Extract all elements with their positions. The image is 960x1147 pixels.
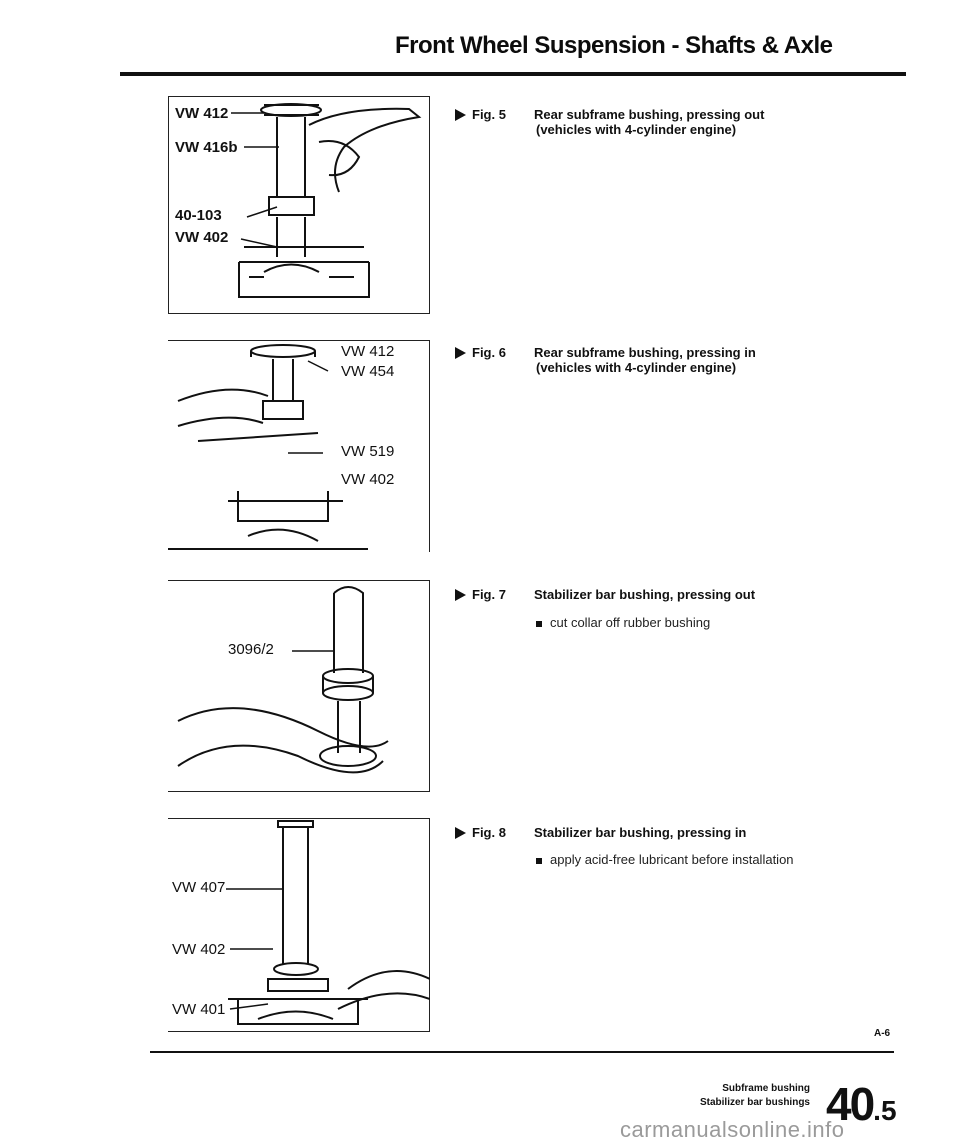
footer-rule [150, 1051, 894, 1053]
fig8-illustration [168, 818, 430, 1032]
footer-subject: Stabilizer bar bushings [699, 1097, 810, 1108]
fig7-caption [455, 586, 755, 604]
tool-label: VW 416b [175, 139, 238, 156]
page-header-title: Front Wheel Suspension - Shafts & Axle [395, 32, 833, 59]
figure-number: Fig. 8 [472, 825, 506, 840]
tool-label: VW 402 [172, 941, 226, 958]
fig7-illustration [168, 580, 430, 792]
pointer-arrow-icon [455, 589, 466, 601]
fig5-illustration [168, 96, 430, 314]
page-number-suffix: .5 [873, 1095, 897, 1126]
tool-label: VW 412 [341, 343, 395, 360]
fig5-caption [455, 106, 765, 137]
note-text: apply acid-free lubricant before installation [550, 852, 794, 867]
fig8-caption [455, 824, 746, 842]
figure-title: Stabilizer bar bushing, pressing in [534, 825, 747, 840]
pointer-arrow-icon [455, 109, 466, 121]
footer-subject: Subframe bushing [722, 1083, 810, 1094]
fig6-caption [455, 344, 756, 375]
pointer-arrow-icon [455, 347, 466, 359]
figure-title-line2: (vehicles with 4-cylinder engine) [536, 122, 737, 137]
header-rule [120, 72, 906, 76]
instruction-note [536, 852, 794, 867]
figure-title-line2: (vehicles with 4-cylinder engine) [536, 360, 737, 375]
pointer-arrow-icon [455, 827, 466, 839]
tool-label: VW 454 [341, 363, 395, 380]
tool-label: VW 402 [175, 229, 229, 246]
note-text: cut collar off rubber bushing [550, 615, 711, 630]
press-tool-drawing [169, 97, 431, 315]
tool-label: VW 401 [172, 1001, 226, 1018]
tool-label: VW 407 [172, 879, 226, 896]
fig6-illustration [168, 340, 430, 552]
figure-title: Stabilizer bar bushing, pressing out [534, 587, 756, 602]
page-number-main: 40 [826, 1078, 874, 1130]
figure-number: Fig. 5 [472, 107, 506, 122]
figure-number: Fig. 6 [472, 345, 506, 360]
instruction-note [536, 615, 710, 630]
press-tool-drawing [168, 581, 430, 793]
figure-title: Rear subframe bushing, pressing out [534, 107, 765, 122]
bullet-icon [536, 858, 542, 864]
figure-number: Fig. 7 [472, 587, 506, 602]
bullet-icon [536, 621, 542, 627]
tool-label: 3096/2 [228, 641, 274, 658]
page-code: A-6 [874, 1028, 891, 1039]
tool-label: VW 519 [341, 443, 395, 460]
tool-label: VW 402 [341, 471, 395, 488]
tool-label: VW 412 [175, 105, 229, 122]
figure-title: Rear subframe bushing, pressing in [534, 345, 756, 360]
watermark: carmanualsonline.info [620, 1117, 845, 1142]
tool-label: 40-103 [175, 207, 222, 224]
